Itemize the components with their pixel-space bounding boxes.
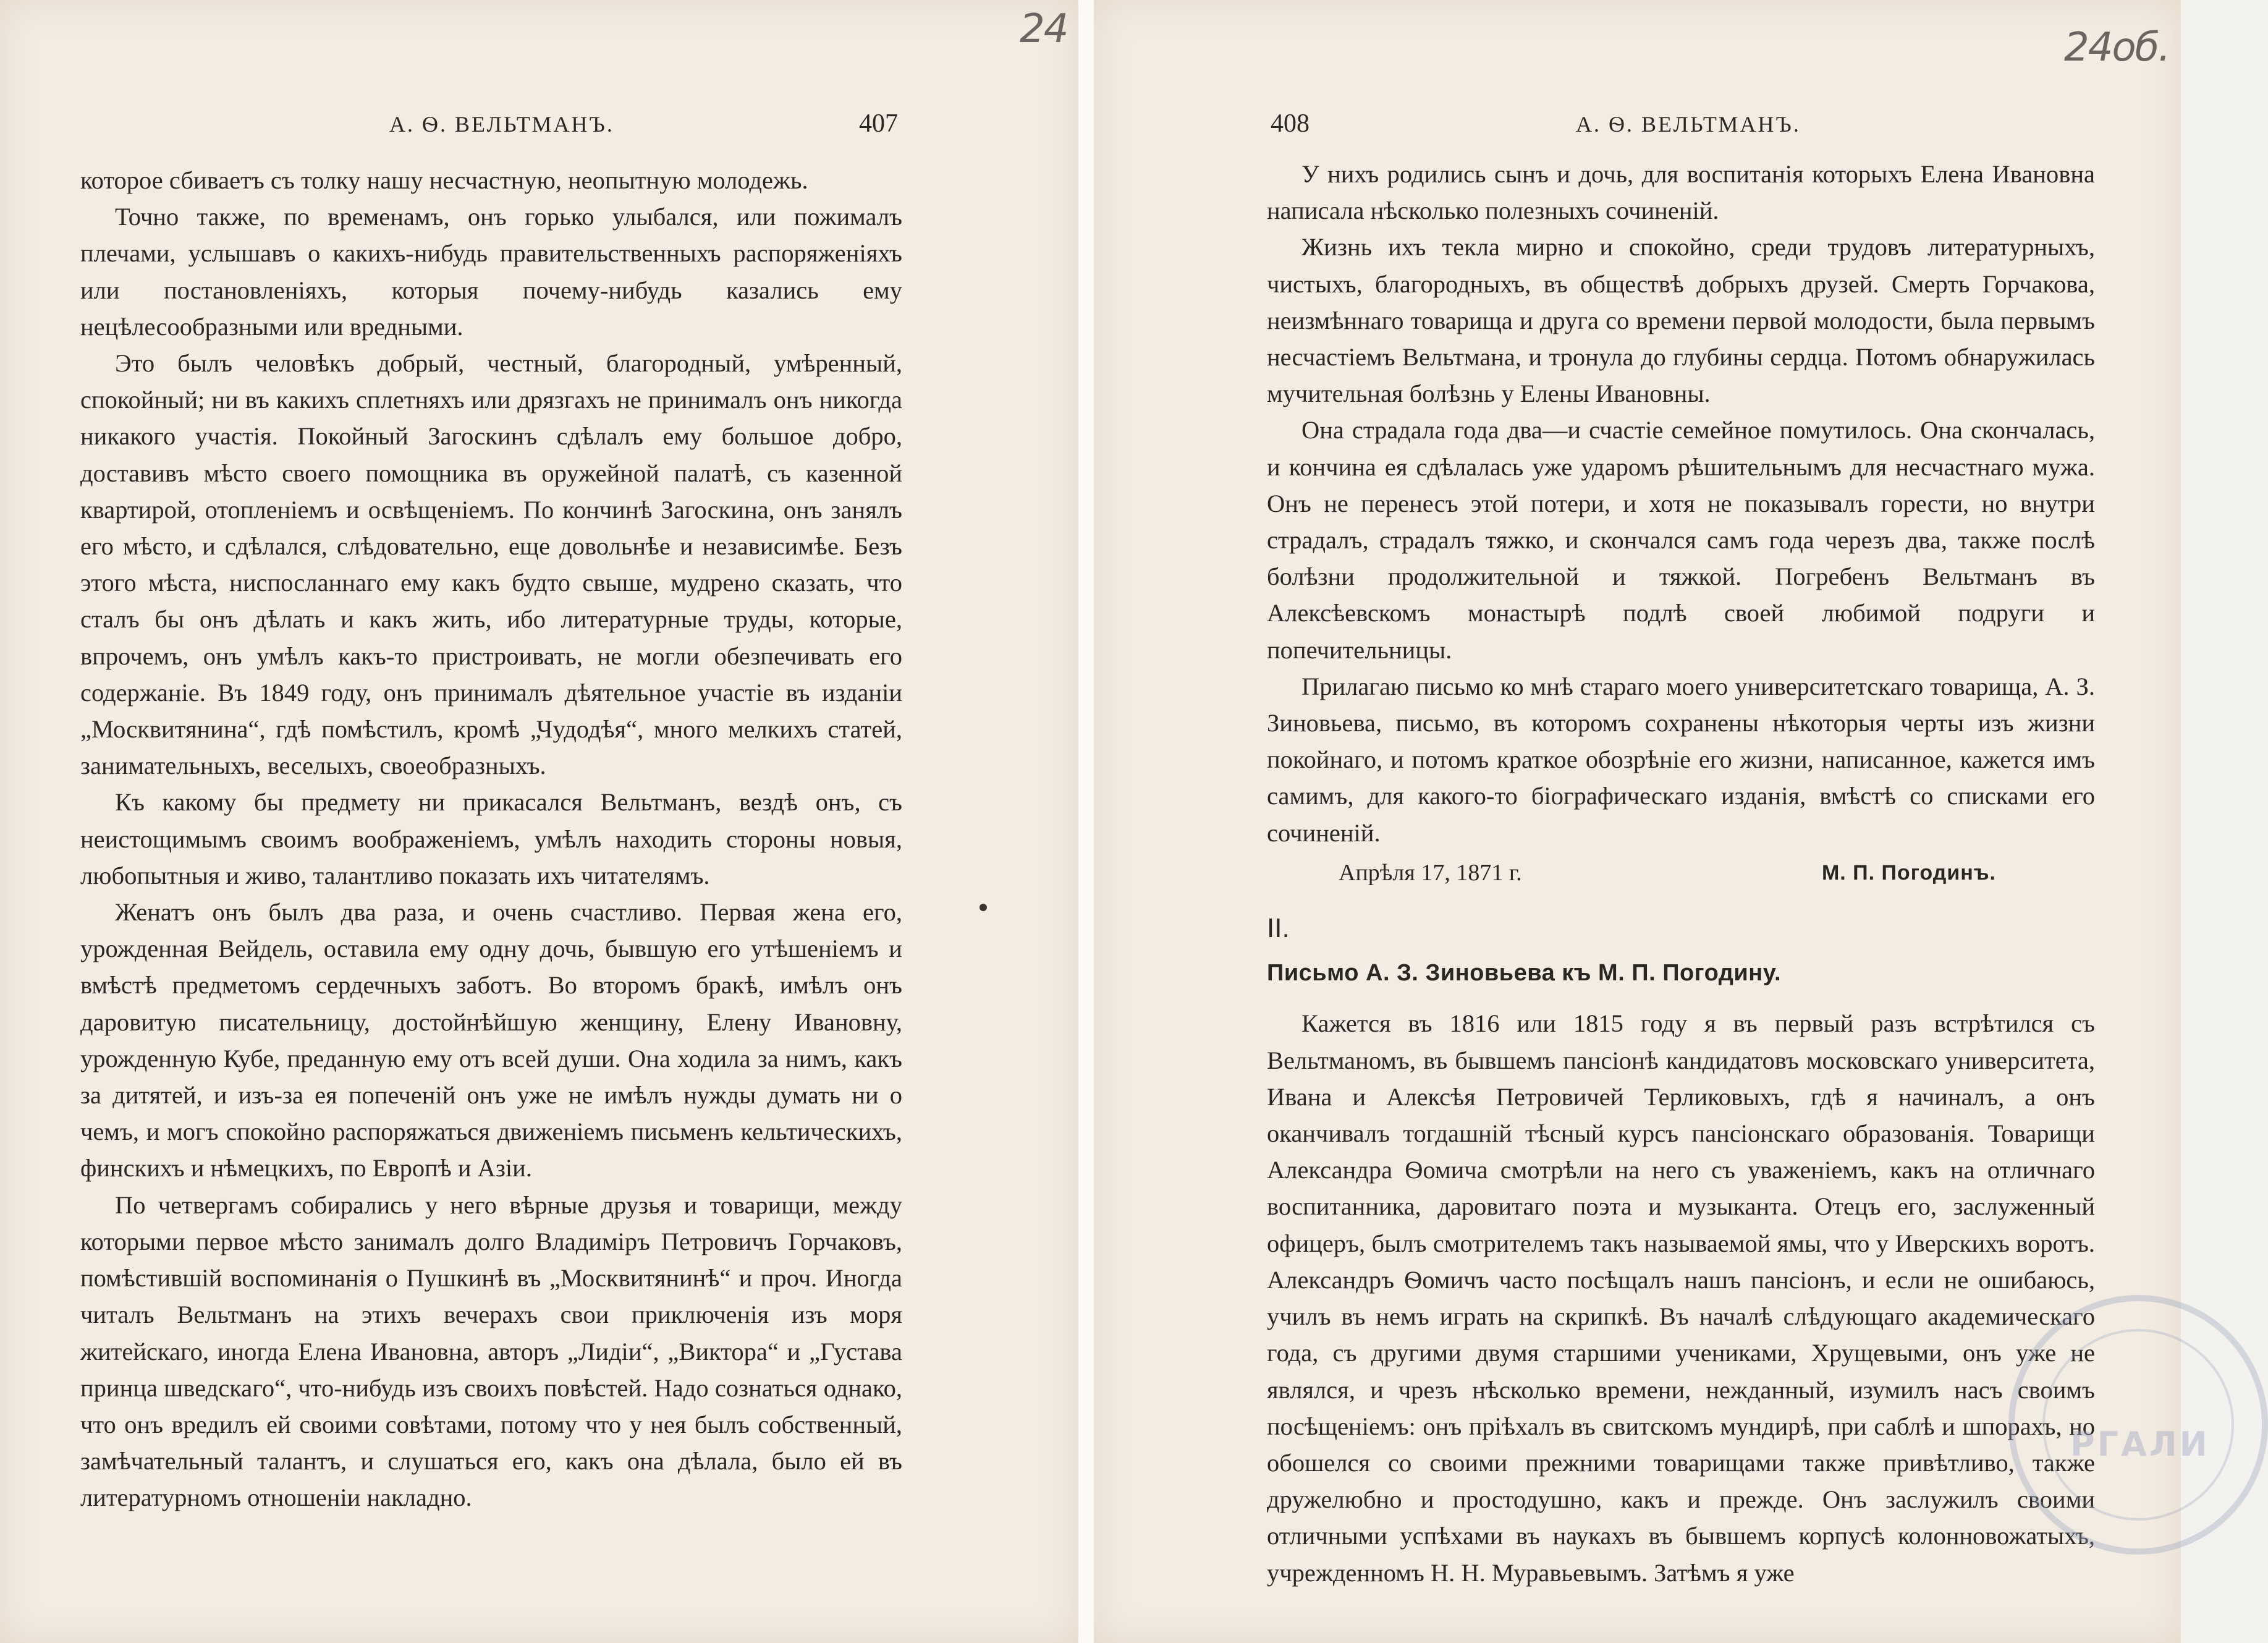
- paragraph: Кажется въ 1816 или 1815 году я въ первый разъ встрѣтился съ Вельтманомъ, въ бывшемъ пансіонѣ кандидатовъ московскаго университета, Ивана и Алексѣя Петровичей Терликовыхъ, гдѣ я начиналъ, а онъ оканчивалъ тогдашній тѣсный курсъ пансіонскаго образованія. Товарищи Александра Ѳомича смотрѣли на него съ уваженіемъ, какъ на отличнаго воспитанника, даровитаго поэта и музыканта. Отецъ его, заслуженный офицеръ, былъ смотрителемъ такъ называемой ямы, что у Иверскихъ воротъ. Александръ Ѳомичъ часто посѣщалъ нашъ пансіонъ, и если не ошибаюсь, училъ въ немъ играть на скрипкѣ. Въ началѣ слѣдующаго академическаго года, съ другими двумя старшими учениками, Хрущевыми, онъ уже не являлся, и чрезъ нѣсколько времени, нежданный, изумилъ насъ своимъ посѣщеніемъ: онъ пріѣхалъ въ свитскомъ мундирѣ, при саблѣ и шпорахъ, но обошелся со своими прежними товарищами также привѣтливо, также дружелюбно и простодушно, какъ и прежде. Онъ заслужилъ своими отличными успѣхами въ наукахъ въ бывшемъ корпусѣ колонновожатыхъ, учрежденномъ Н. Н. Муравьевымъ. Затѣмъ я уже: [1267, 1009, 2095, 1587]
- paragraph: Прилагаю письмо ко мнѣ стараго моего университетскаго товарища, А. З. Зиновьева, письмо, въ которомъ сохранены нѣкоторыя черты изъ жизни покойнаго, и потомъ краткое обозрѣніе его жизни, написанное, кажется имъ самимъ, для какого-то біографическаго изданія, вмѣстѣ со списками его сочиненій.: [1267, 672, 2095, 847]
- running-head: А. Ѳ. ВЕЛЬТМАНЪ.: [389, 112, 614, 137]
- ink-spot: [980, 904, 987, 911]
- signature-row: [1267, 855, 2095, 891]
- signature-author: М. П. Погодинъ.: [1821, 860, 1996, 885]
- stamp-text: РГАЛИ: [2070, 1425, 2210, 1464]
- signature-date: Апрѣля 17, 1871 г.: [1339, 859, 1522, 886]
- paragraph: Къ какому бы предмету ни прикасался Вельтманъ, вездѣ онъ, съ неистощимымъ своимъ воображеніемъ, умѣлъ находить стороны новыя, любопытныя и живо, талантливо показать ихъ читателямъ.: [80, 788, 902, 889]
- page-gutter: [1078, 0, 1094, 1643]
- paragraph: Она страдала года два—и счастіе семейное помутилось. Она скончалась, и кончина ея сдѣлалась уже ударомъ рѣшительнымъ для несчастнаго мужа. Онъ не перенесъ этой потери, и хотя не показывалъ горести, но внутри страдалъ, страдалъ тяжко, и скончался самъ года черезъ два, также послѣ болѣзни продолжительной и тяжкой. Погребенъ Вельтманъ въ Алексѣевскомъ монастырѣ подлѣ своей любимой подруги и попечительницы.: [1267, 416, 2095, 664]
- section-number: II.: [1267, 913, 1290, 944]
- paragraph: Женатъ онъ былъ два раза, и очень счастливо. Первая жена его, урожденная Вейдель, оставила ему одну дочь, бывшую его утѣшеніемъ и вмѣстѣ предметомъ сердечныхъ заботъ. Во второмъ бракѣ, имѣлъ онъ даровитую писательницу, достойнѣйшую женщину, Елену Ивановну, урожденную Кубе, преданную ему отъ всей души. Она ходила за нимъ, какъ за дитятей, и изъ-за ея попеченій онъ уже не имѣлъ нужды думать ни о чемъ, и могъ спокойно распоряжаться движеніемъ письменъ кельтическихъ, финскихъ и нѣмецкихъ, по Европѣ и Азіи.: [80, 898, 902, 1182]
- paragraph: По четвергамъ собирались у него вѣрные друзья и товарищи, между которыми первое мѣсто занималъ долго Владиміръ Петровичъ Горчаковъ, помѣстившій воспоминанія о Пушкинѣ въ „Москвитянинѣ“ и проч. Иногда читалъ Вельтманъ на этихъ вечерахъ свои приключенія изъ моря житейскаго, иногда Елена Ивановна, авторъ „Лидіи“, „Виктора“ и „Густава принца шведскаго“, что-нибудь изъ своихъ повѣстей. Надо сознаться однако, что онъ вредилъ ей своими совѣтами, потому что у нея былъ собственный, замѣчательный талантъ, и слушаться его, какъ она дѣлала, было ей въ литературномъ отношеніи накладно.: [80, 1191, 902, 1512]
- body-text: [80, 162, 902, 1516]
- left-page: [0, 0, 1078, 1643]
- section-title: Письмо А. З. Зиновьева къ М. П. Погодину.: [1267, 960, 1782, 987]
- paragraph: которое сбиваетъ съ толку нашу несчастную, неопытную молодежь.: [80, 166, 808, 194]
- paragraph: Это былъ человѣкъ добрый, честный, благородный, умѣренный, спокойный; ни въ какихъ сплетняхъ или дрязгахъ не принималъ онъ никогда никакого участія. Покойный Загоскинъ сдѣлалъ ему большое добро, доставивъ мѣсто своего помощника въ оружейной палатѣ, съ казенной квартирой, отопленіемъ и освѣщеніемъ. По кончинѣ Загоскина, онъ занялъ его мѣсто, и сдѣлался, слѣдовательно, еще довольнѣе и независимѣе. Безъ этого мѣста, ниспосланнаго ему какъ будто свыше, мудрено сказать, что сталъ бы онъ дѣлать и какъ жить, ибо литературные труды, которые, впрочемъ, онъ умѣлъ какъ-то пристроивать, не могли обезпечивать его содержаніе. Въ 1849 году, онъ принималъ дѣятельное участіе въ изданіи „Москвитянина“, гдѣ помѣстилъ, кромѣ „Чудодѣя“, много мелкихъ статей, занимательныхъ, веселыхъ, своеобразныхъ.: [80, 349, 902, 780]
- page-number: 407: [859, 109, 898, 138]
- folio-note: 24: [1020, 6, 1068, 52]
- folio-note: 24об.: [2064, 25, 2170, 70]
- body-text: [1267, 156, 2095, 1591]
- paragraph: Точно также, по временамъ, онъ горько улыбался, или пожималъ плечами, услышавъ о какихъ-нибудь правительственныхъ распоряженіяхъ или постановленіяхъ, которыя почему-нибудь казались ему нецѣлесообразными или вредными.: [80, 203, 902, 341]
- page-number: 408: [1271, 109, 1310, 138]
- running-head: А. Ѳ. ВЕЛЬТМАНЪ.: [1576, 112, 1801, 137]
- paragraph: У нихъ родились сынъ и дочь, для воспитанія которыхъ Елена Ивановна написала нѣсколько полезныхъ сочиненій.: [1267, 160, 2095, 225]
- archive-stamp: [2008, 1295, 2268, 1555]
- paragraph: Жизнь ихъ текла мирно и спокойно, среди трудовъ литературныхъ, чистыхъ, благородныхъ, въ обществѣ добрыхъ друзей. Смерть Горчакова, неизмѣннаго товарища и друга со времени первой молодости, была первымъ несчастіемъ Вельтмана, и тронула до глубины сердца. Потомъ обнаружилась мучительная болѣзнь у Елены Ивановны.: [1267, 233, 2095, 408]
